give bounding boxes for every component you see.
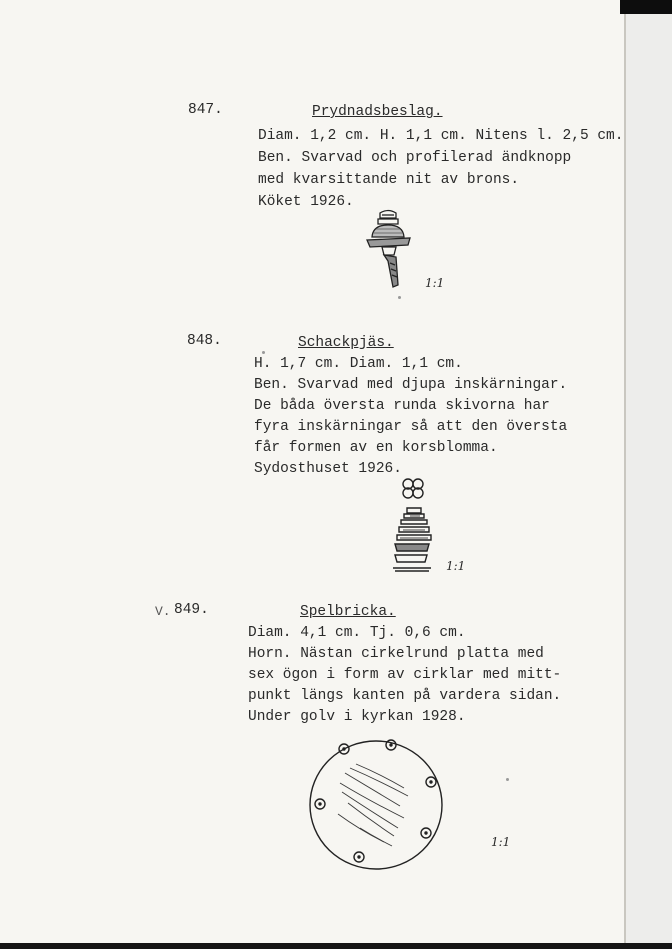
entry-title: Prydnadsbeslag. — [312, 104, 443, 120]
game-piece-drawing — [300, 728, 450, 878]
entry-line: Diam. 4,1 cm. Tj. 0,6 cm. — [248, 625, 466, 641]
entry-line: Ben. Svarvad med djupa inskärningar. — [254, 377, 568, 393]
entry-line: H. 1,7 cm. Diam. 1,1 cm. — [254, 356, 463, 372]
scale-label: 1:1 — [446, 559, 466, 573]
entry-number: 848. — [187, 333, 222, 349]
entry-line: Köket 1926. — [258, 194, 354, 210]
entry-line: sex ögon i form av cirklar med mitt- — [248, 667, 562, 683]
next-page-edge — [626, 12, 672, 949]
entry-line: Ben. Svarvad och profilerad ändknopp — [258, 150, 572, 166]
scan-speck — [398, 296, 401, 299]
entry-number: 849. — [174, 602, 209, 618]
chess-piece-drawing — [385, 472, 445, 582]
entry-title: Spelbricka. — [300, 604, 396, 620]
scan-speck — [506, 778, 509, 781]
entry-line: fyra inskärningar så att den översta — [254, 419, 568, 435]
binding-shadow — [620, 0, 672, 14]
entry-line: Diam. 1,2 cm. H. 1,1 cm. Nitens l. 2,5 cm. — [258, 128, 624, 144]
scan-border — [0, 943, 672, 949]
entry-line: punkt längs kanten på vardera sidan. — [248, 688, 562, 704]
entry-line: får formen av en korsblomma. — [254, 440, 498, 456]
scale-label: 1:1 — [491, 835, 511, 849]
entry-title: Schackpjäs. — [298, 335, 394, 351]
entry-number: 847. — [188, 102, 223, 118]
entry-line: Horn. Nästan cirkelrund platta med — [248, 646, 544, 662]
scale-label: 1:1 — [425, 276, 445, 290]
entry-line: Under golv i kyrkan 1928. — [248, 709, 466, 725]
marginal-mark: V. — [155, 604, 171, 619]
entry-line: De båda översta runda skivorna har — [254, 398, 550, 414]
scan-speck — [262, 351, 265, 354]
entry-line: med kvarsittande nit av brons. — [258, 172, 520, 188]
knob-drawing — [360, 205, 420, 300]
entry-line: Sydosthuset 1926. — [254, 461, 402, 477]
